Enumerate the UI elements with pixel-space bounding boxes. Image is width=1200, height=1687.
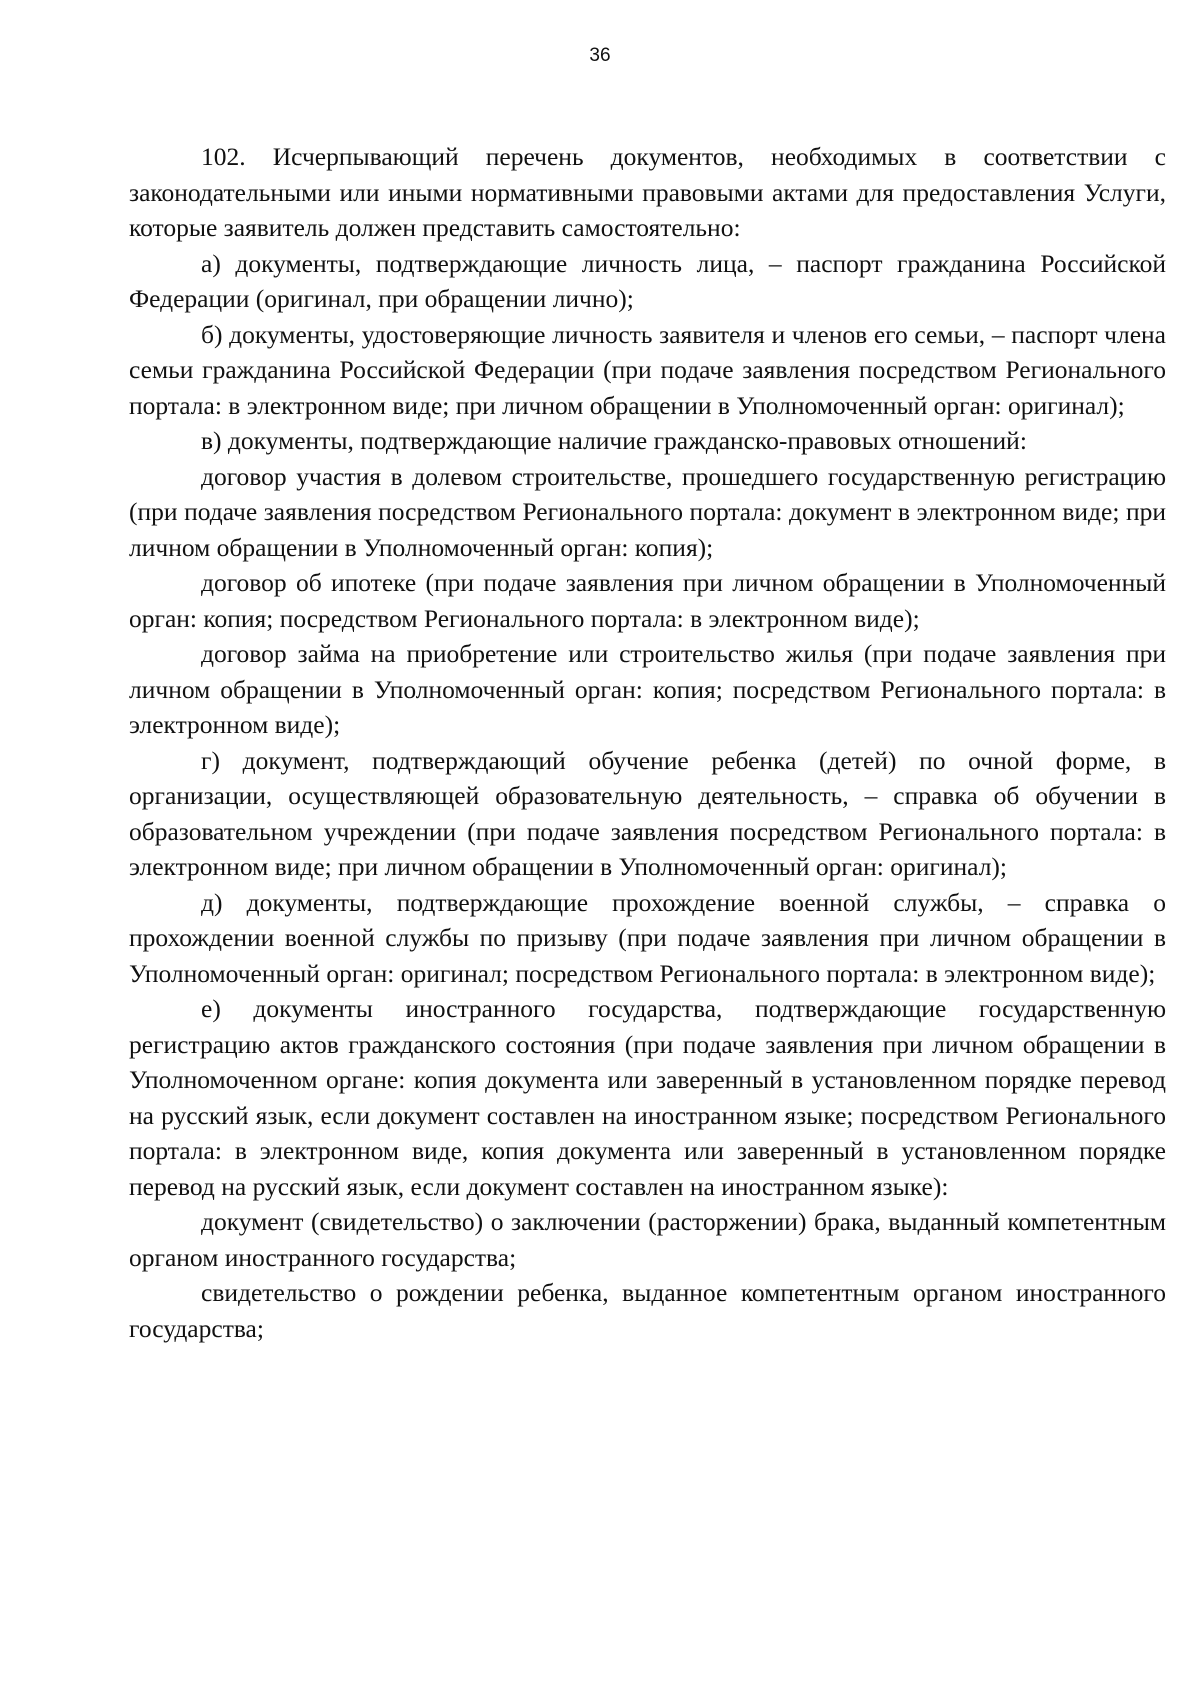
paragraph-contract-mortgage: договор об ипотеке (при подаче заявления при личном обращении в Уполномоченный орган: копия; посредством Регионального портала: в электронном виде);	[129, 568, 1166, 633]
paragraph-item-v: в) документы, подтверждающие наличие гражданско-правовых отношений:	[201, 426, 1027, 455]
paragraph-item-e: е) документы иностранного государства, подтверждающие государственную регистрацию актов гражданского состояния (при подаче заявления при личном обращении в Уполномоченном органе: копия документа или заверенный в установленном порядке перевод на русский язык, если документ составлен на иностранном языке; посредством Регионального портала: в электронном виде, копия документа или заверенный в установленном порядке перевод на русский язык, если документ составлен на иностранном языке):	[129, 994, 1166, 1201]
paragraph-102-intro: 102. Исчерпывающий перечень документов, необходимых в соответствии с законодательными или иными нормативными правовыми актами для предоставления Услуги, которые заявитель должен представить самостоятельно:	[129, 142, 1166, 242]
paragraph-item-g: г) документ, подтверждающий обучение ребенка (детей) по очной форме, в организации, осуществляющей образовательную деятельность, – справка об обучении в образовательном учреждении (при подаче заявления посредством Регионального портала: в электронном виде; при личном обращении в Уполномоченный орган: оригинал);	[129, 745, 1166, 881]
document-body	[129, 139, 1166, 1346]
page-number: 36	[589, 45, 611, 66]
paragraph-birth-certificate: свидетельство о рождении ребенка, выданное компетентным органом иностранного государства;	[129, 1278, 1166, 1343]
paragraph-marriage-certificate: документ (свидетельство) о заключении (расторжении) брака, выданный компетентным органом иностранного государства;	[129, 1207, 1166, 1272]
paragraph-contract-loan: договор займа на приобретение или строительство жилья (при подаче заявления при личном обращении в Уполномоченный орган: копия; посредством Регионального портала: в электронном виде);	[129, 639, 1166, 739]
paragraph-item-a: а) документы, подтверждающие личность лица, – паспорт гражданина Российской Федерации (оригинал, при обращении лично);	[129, 248, 1166, 313]
paragraph-item-b: б) документы, удостоверяющие личность заявителя и членов его семьи, – паспорт члена семьи гражданина Российской Федерации (при подаче заявления посредством Регионального портала: в электронном виде; при личном обращении в Уполномоченный орган: оригинал);	[129, 319, 1166, 420]
paragraph-contract-equity: договор участия в долевом строительстве, прошедшего государственную регистрацию (при подаче заявления посредством Регионального портала: документ в электронном виде; при личном обращении в Уполномоченный орган: копия);	[129, 461, 1166, 562]
paragraph-item-d: д) документы, подтверждающие прохождение военной службы, – справка о прохождении военной службы по призыву (при подаче заявления при личном обращении в Уполномоченный орган: оригинал; посредством Регионального портала: в электронном виде);	[129, 887, 1166, 988]
